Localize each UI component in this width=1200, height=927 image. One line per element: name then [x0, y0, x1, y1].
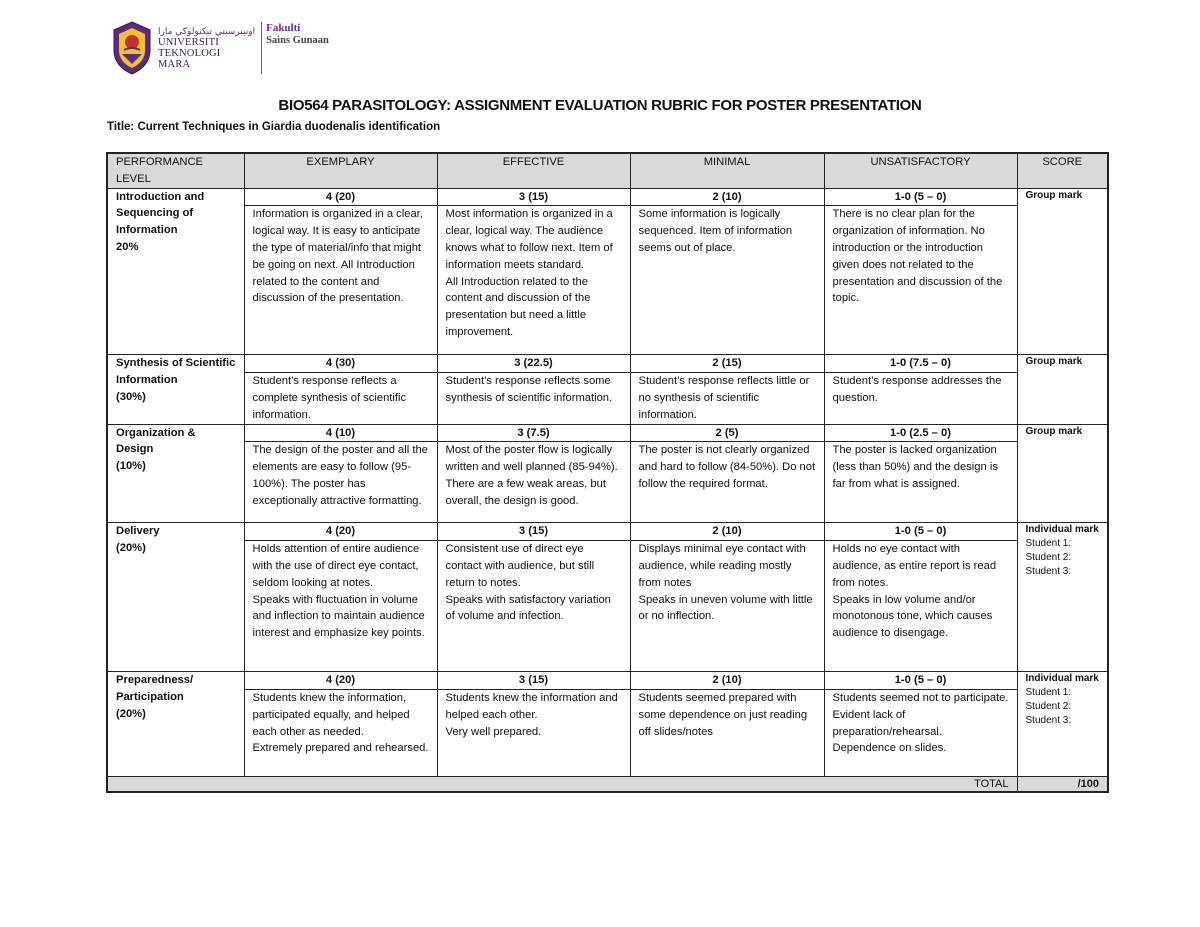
description-text: Displays minimal eye contact with audience, while reading mostly from notes Speaks in uneven volume with little or no inflection.	[638, 543, 813, 623]
criterion-label	[107, 672, 244, 777]
description-text: Student’s response reflects little or no synthesis of scientific information.	[638, 375, 810, 421]
assignment-subtitle: Title: Current Techniques in Giardia duodenalis identification	[107, 121, 441, 133]
description-cell	[824, 373, 1017, 424]
description-cell	[437, 373, 630, 424]
score-type-label: Individual mark	[1025, 524, 1099, 536]
points-cell: 1-0 (5 – 0)	[824, 672, 1017, 690]
description-text: The poster is not clearly organized and hard to follow (84-50%). Do not follow the required format.	[638, 444, 816, 490]
description-text: The design of the poster and all the elements are easy to follow (95-100%). The poster has exceptionally attractive formatting.	[252, 444, 428, 507]
score-cell	[1017, 424, 1108, 523]
header-row	[107, 153, 1108, 188]
description-cell	[630, 541, 824, 672]
points-cell: 3 (15)	[437, 672, 630, 690]
description-text: Most information is organized in a clear, logical way. The audience knows what to follow next. Item of information meets standard. All Introduction related to the content and discussion of the presentation but need a little improvement.	[445, 208, 613, 338]
description-cell	[244, 689, 437, 776]
score-cell	[1017, 355, 1108, 424]
description-text: Students knew the information, participated equally, and helped each other as needed. Extremely prepared and rehearsed.	[252, 691, 429, 755]
score-cell	[1017, 672, 1108, 777]
description-text: The poster is lacked organization (less than 50%) and the design is far from what is assigned.	[832, 444, 998, 490]
criterion-points-row	[107, 672, 1108, 690]
total-row	[107, 776, 1108, 792]
rubric-table	[106, 152, 1109, 793]
jawi-university-name: اونيبرسيتي تيكنولوڬي مارا	[158, 26, 256, 37]
criterion-points-row	[107, 424, 1108, 442]
points-cell: 1-0 (5 – 0)	[824, 523, 1017, 541]
criterion-text: Introduction and Sequencing of Information 20%	[116, 190, 205, 253]
score-type-label: Group mark	[1025, 189, 1083, 201]
points-cell: 1-0 (2.5 – 0)	[824, 424, 1017, 442]
faculty-label: Fakulti	[266, 22, 301, 34]
description-cell	[437, 689, 630, 776]
logo-divider	[261, 22, 262, 74]
description-text: Student’s response addresses the question.	[832, 375, 1002, 404]
criterion-description-row	[107, 206, 1108, 355]
criterion-points-row	[107, 188, 1108, 206]
points-cell: 1-0 (5 – 0)	[824, 188, 1017, 206]
points-cell: 4 (10)	[244, 424, 437, 442]
score-cell	[1017, 188, 1108, 355]
description-cell	[824, 442, 1017, 523]
points-cell: 3 (7.5)	[437, 424, 630, 442]
points-cell: 4 (20)	[244, 188, 437, 206]
criterion-points-row	[107, 355, 1108, 373]
description-cell	[630, 373, 824, 424]
description-text: There is no clear plan for the organization of information. No introduction or the introduction given does not related to the presentation and discussion of the topic.	[832, 208, 1003, 305]
criterion-description-row	[107, 373, 1108, 424]
points-cell: 1-0 (7.5 – 0)	[824, 355, 1017, 373]
description-text: Students knew the information and helped each other. Very well prepared.	[445, 691, 618, 738]
criterion-points-row	[107, 523, 1108, 541]
criterion-label	[107, 188, 244, 355]
points-cell: 2 (10)	[630, 188, 824, 206]
criterion-text: Synthesis of Scientific Information (30%)	[116, 357, 236, 403]
criterion-description-row	[107, 689, 1108, 776]
points-cell: 4 (20)	[244, 672, 437, 690]
header-exemplary: EXEMPLARY	[244, 153, 437, 188]
student-score-field: Student 3:	[1025, 566, 1072, 578]
header-unsatisfactory: UNSATISFACTORY	[824, 153, 1017, 188]
description-cell	[824, 541, 1017, 672]
description-text: Holds no eye contact with audience, as entire report is read from notes. Speaks in low volume and/or monotonous tone, which causes audience to disengage.	[832, 543, 997, 640]
description-cell	[244, 541, 437, 672]
description-cell	[824, 206, 1017, 355]
criterion-text: Preparedness/ Participation (20%)	[116, 674, 194, 720]
university-name-line: TEKNOLOGI	[158, 47, 221, 59]
description-cell	[244, 373, 437, 424]
points-cell: 4 (30)	[244, 355, 437, 373]
points-cell: 2 (15)	[630, 355, 824, 373]
criterion-label	[107, 355, 244, 424]
description-text: Students seemed not to participate. Evident lack of preparation/rehearsal. Dependence on slides.	[832, 691, 1009, 755]
description-cell	[630, 442, 824, 523]
header-performance-level: PERFORMANCE LEVEL	[107, 153, 244, 188]
total-label: TOTAL	[107, 776, 1017, 792]
description-text: Consistent use of direct eye contact with audience, but still return to notes. Speaks with satisfactory variation of volume and infection.	[445, 543, 611, 623]
description-cell	[244, 206, 437, 355]
description-text: Most of the poster flow is logically written and well planned (85-94%). There are a few weak areas, but overall, the design is good.	[445, 444, 618, 507]
points-cell: 3 (15)	[437, 188, 630, 206]
points-cell: 3 (22.5)	[437, 355, 630, 373]
criterion-text: Organization & Design (10%)	[116, 426, 196, 473]
student-score-field: Student 1:	[1025, 687, 1072, 699]
description-cell	[437, 442, 630, 523]
university-logo	[110, 18, 329, 78]
points-cell: 2 (10)	[630, 672, 824, 690]
description-text: Holds attention of entire audience with the use of direct eye contact, seldom looking at notes. Speaks with fluctuation in volume and inflection to maintain audience interest and emphasize key points.	[252, 543, 425, 640]
points-cell: 2 (10)	[630, 523, 824, 541]
header-effective: EFFECTIVE	[437, 153, 630, 188]
uitm-crest-icon	[110, 20, 154, 76]
total-value: /100	[1017, 776, 1108, 792]
student-score-field: Student 2:	[1025, 552, 1072, 564]
description-text: Student’s response reflects a complete synthesis of scientific information.	[252, 375, 407, 421]
student-score-field: Student 3:	[1025, 715, 1072, 727]
description-text: Information is organized in a clear, logical way. It is easy to anticipate the type of material/info that might be going on next. All Introduction related to the content and discussion of the presentation.	[252, 208, 423, 305]
score-type-label: Group mark	[1025, 356, 1083, 368]
faculty-name: Sains Gunaan	[266, 35, 329, 46]
criterion-description-row	[107, 541, 1108, 672]
description-text: Students seemed prepared with some dependence on just reading off slides/notes	[638, 691, 808, 738]
description-text: Student’s response reflects some synthesis of scientific information.	[445, 375, 613, 404]
header-score: SCORE	[1017, 153, 1108, 188]
description-text: Some information is logically sequenced. Item of information seems out of place.	[638, 208, 793, 254]
header-minimal: MINIMAL	[630, 153, 824, 188]
score-type-label: Individual mark	[1025, 673, 1099, 685]
university-name-line: MARA	[158, 58, 191, 70]
criterion-text: Delivery (20%)	[116, 525, 160, 555]
description-cell	[824, 689, 1017, 776]
points-cell: 4 (20)	[244, 523, 437, 541]
student-score-field: Student 1:	[1025, 538, 1072, 550]
points-cell: 2 (5)	[630, 424, 824, 442]
description-cell	[630, 689, 824, 776]
score-cell	[1017, 523, 1108, 672]
student-score-field: Student 2:	[1025, 701, 1072, 713]
university-name-line: UNIVERSITI	[158, 36, 219, 48]
score-type-label: Group mark	[1025, 425, 1083, 437]
criterion-label	[107, 424, 244, 523]
criterion-label	[107, 523, 244, 672]
points-cell: 3 (15)	[437, 523, 630, 541]
description-cell	[437, 541, 630, 672]
description-cell	[437, 206, 630, 355]
description-cell	[244, 442, 437, 523]
document-title: BIO564 PARASITOLOGY: ASSIGNMENT EVALUATION RUBRIC FOR POSTER PRESENTATION	[278, 97, 922, 114]
description-cell	[630, 206, 824, 355]
criterion-description-row	[107, 442, 1108, 523]
